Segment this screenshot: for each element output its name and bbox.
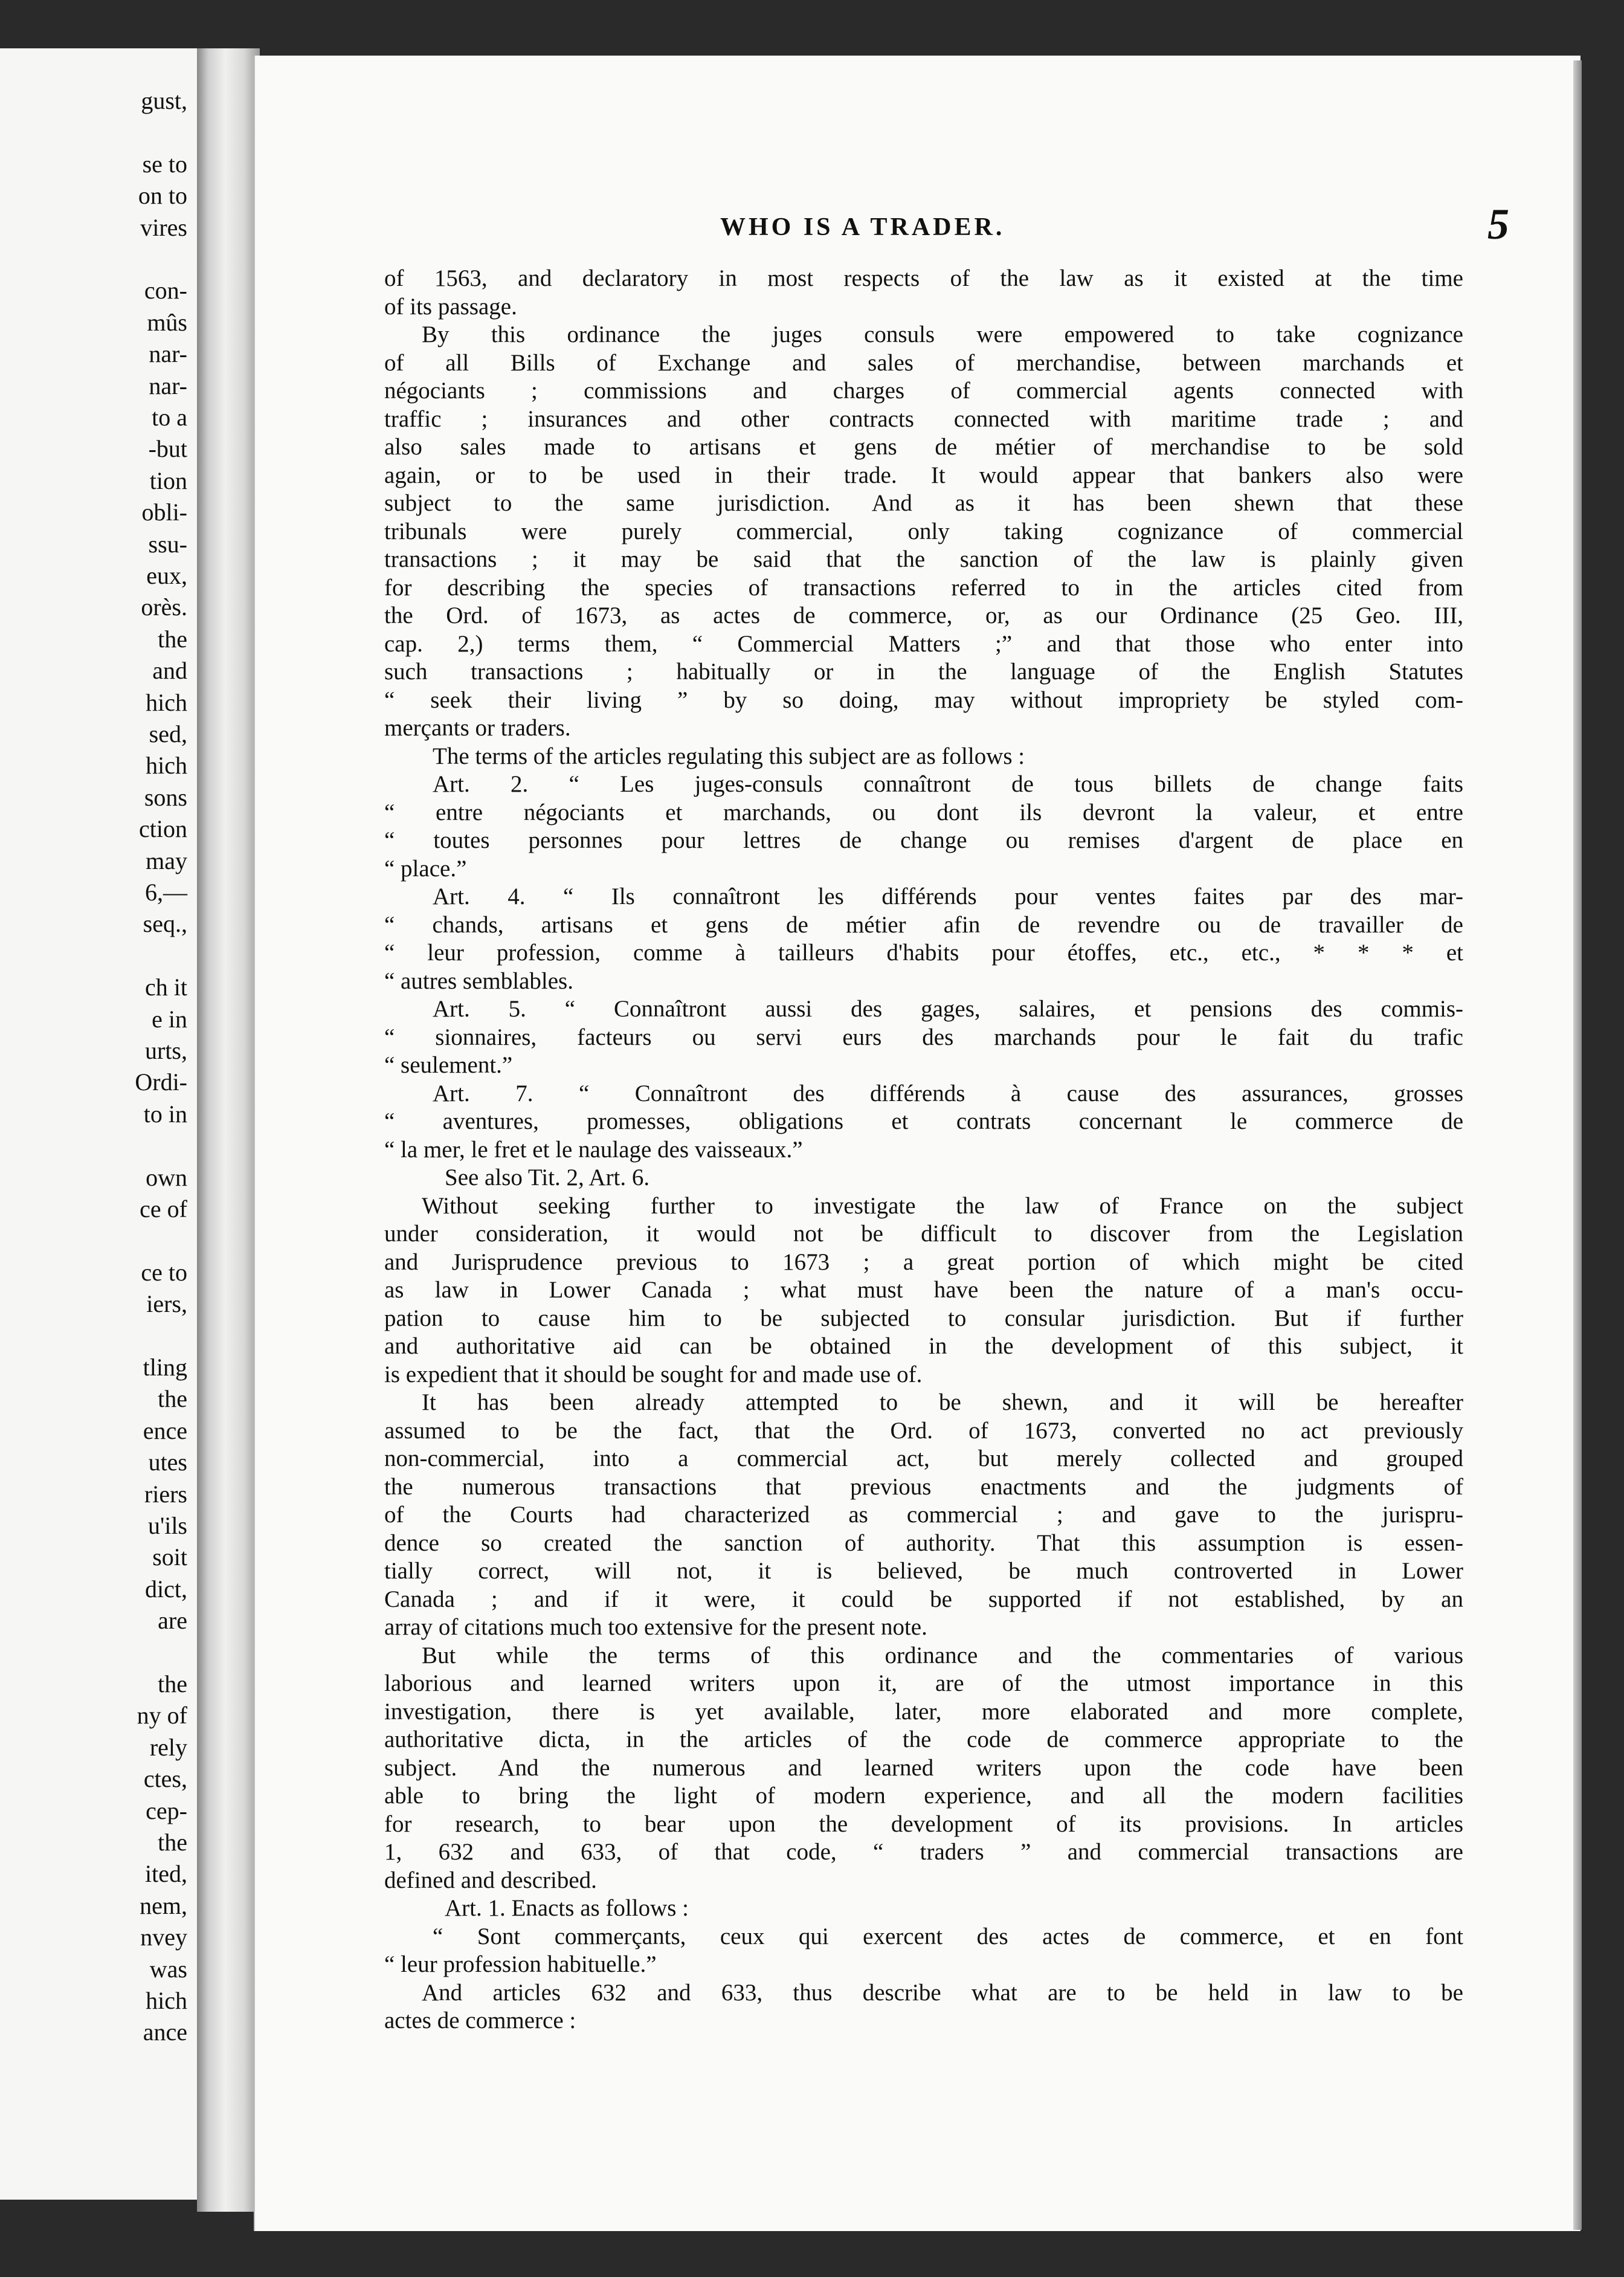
- facing-page-text-fragment: Ordi-: [135, 1068, 187, 1096]
- text-line: Art. 4. “ Ils connaîtront les différends pour ventes faites par des mar-: [433, 883, 1463, 909]
- facing-page-fragment: [0, 48, 197, 2200]
- text-line: See also Tit. 2, Art. 6.: [445, 1164, 650, 1190]
- text-line: of its passage.: [384, 293, 517, 320]
- facing-page-text-fragment: rely: [149, 1733, 187, 1761]
- text-line: “ aventures, promesses, obligations et contrats concernant le commerce de: [384, 1108, 1463, 1134]
- text-line: dence so created the sanction of authority. That this assumption is essen-: [384, 1529, 1463, 1556]
- text-line: actes de commerce :: [384, 2007, 576, 2033]
- text-line: able to bring the light of modern experience, and all the modern facilities: [384, 1783, 1463, 1809]
- facing-page-text-fragment: tion: [149, 467, 187, 494]
- text-line: “ toutes personnes pour lettres de change ou remises d'argent de place en: [384, 827, 1463, 853]
- text-line: Art. 5. “ Connaîtront aussi des gages, salaires, et pensions des commis-: [433, 996, 1463, 1022]
- body-text: [384, 265, 1463, 2035]
- text-line: subject to the same jurisdiction. And as it has been shewn that these: [384, 490, 1463, 516]
- facing-page-text-fragment: the: [158, 1829, 187, 1856]
- text-line: the Ord. of 1673, as actes de commerce, or, as our Ordinance (25 Geo. III,: [384, 602, 1463, 628]
- facing-page-text-fragment: cep-: [146, 1797, 187, 1824]
- facing-page-text-fragment: ited,: [145, 1860, 187, 1888]
- text-line: defined and described.: [384, 1867, 597, 1893]
- facing-page-text-fragment: ance: [143, 2018, 187, 2046]
- facing-page-text-fragment: nar-: [149, 372, 187, 399]
- facing-page-text-fragment: sons: [144, 783, 187, 811]
- facing-page-text-fragment: sed,: [149, 720, 187, 748]
- text-line: By this ordinance the juges consuls were empowered to take cognizance: [422, 321, 1463, 347]
- text-line: for research, to bear upon the development of its provisions. In articles: [384, 1810, 1463, 1837]
- text-line: Canada ; and if it were, it could be supported if not established, by an: [384, 1586, 1463, 1612]
- book-gutter: [197, 48, 260, 2212]
- text-line: the numerous transactions that previous enactments and the judgments of: [384, 1473, 1463, 1500]
- facing-page-text-fragment: nem,: [140, 1891, 187, 1919]
- facing-page-text-fragment: the: [158, 1670, 187, 1697]
- facing-page-text-fragment: ction: [139, 815, 187, 843]
- text-line: Art. 1. Enacts as follows :: [445, 1895, 689, 1921]
- text-line: also sales made to artisans et gens de métier of merchandise to be sold: [384, 434, 1463, 460]
- facing-page-text-fragment: hich: [146, 752, 187, 780]
- facing-page-text-fragment: seq.,: [143, 910, 187, 938]
- text-line: traffic ; insurances and other contracts connected with maritime trade ; and: [384, 405, 1463, 432]
- text-line: “ la mer, le fret et le naulage des vaisseaux.”: [384, 1136, 803, 1163]
- facing-page-text-fragment: soit: [152, 1543, 187, 1571]
- page-header: [255, 200, 1580, 255]
- facing-page-text-fragment: hich: [146, 688, 187, 716]
- text-line: “ seulement.”: [384, 1052, 513, 1078]
- facing-page-text-fragment: nar-: [149, 340, 187, 368]
- text-line: “ chands, artisans et gens de métier afin de revendre ou de travailler de: [384, 911, 1463, 938]
- facing-page-text-fragment: nvey: [140, 1923, 187, 1951]
- facing-page-text-fragment: se to: [142, 150, 187, 178]
- facing-page-text-fragment: ce to: [141, 1258, 187, 1286]
- text-line: for describing the species of transactions referred to in the articles cited from: [384, 574, 1463, 601]
- text-line: and authoritative aid can be obtained in the development of this subject, it: [384, 1333, 1463, 1359]
- text-line: “ entre négociants et marchands, ou dont ils devront la valeur, et entre: [384, 799, 1463, 825]
- text-line: 1, 632 and 633, of that code, “ traders ” and commercial transactions are: [384, 1839, 1463, 1865]
- text-line: of all Bills of Exchange and sales of merchandise, between marchands et: [384, 349, 1463, 376]
- facing-page-text-fragment: may: [146, 847, 187, 874]
- facing-page-text-fragment: 6,—: [145, 879, 187, 906]
- facing-page-text-fragment: the: [158, 1385, 187, 1413]
- facing-page-text-fragment: are: [158, 1607, 187, 1635]
- text-line: “ sionnaires, facteurs ou servi eurs des marchands pour le fait du trafic: [384, 1024, 1463, 1050]
- text-line: investigation, there is yet available, later, more elaborated and more complete,: [384, 1698, 1463, 1725]
- facing-page-text-fragment: the: [158, 625, 187, 653]
- facing-page-text-fragment: to in: [143, 1100, 187, 1128]
- facing-page-text-fragment: obli-: [141, 499, 187, 526]
- facing-page-text-fragment: -but: [148, 435, 187, 463]
- text-line: is expedient that it should be sought for and made use of.: [384, 1361, 923, 1387]
- text-line: Without seeking further to investigate the law of France on the subject: [422, 1192, 1463, 1219]
- facing-page-text-fragment: con-: [144, 277, 187, 305]
- text-line: Art. 2. “ Les juges-consuls connaîtront de tous billets de change faits: [433, 771, 1463, 797]
- facing-page-text-fragment: dict,: [145, 1575, 187, 1603]
- text-line: Art. 7. “ Connaîtront des différends à cause des assurances, grosses: [433, 1080, 1463, 1106]
- text-line: But while the terms of this ordinance and the commentaries of various: [422, 1642, 1463, 1668]
- text-line: “ autres semblables.: [384, 967, 573, 994]
- text-line: array of citations much too extensive for the present note.: [384, 1614, 927, 1640]
- text-line: It has been already attempted to be shewn, and it will be hereafter: [422, 1389, 1463, 1415]
- running-head: WHO IS A TRADER.: [720, 213, 1005, 241]
- text-line: subject. And the numerous and learned writers upon the code have been: [384, 1754, 1463, 1781]
- facing-page-text-fragment: eux,: [146, 562, 187, 589]
- facing-page-text-fragment: riers: [144, 1480, 187, 1508]
- text-line: authoritative dicta, in the articles of the code de commerce appropriate to the: [384, 1726, 1463, 1752]
- facing-page-text-fragment: on to: [138, 182, 187, 210]
- text-line: of the Courts had characterized as commercial ; and gave to the jurispru-: [384, 1502, 1463, 1528]
- facing-page-text-fragment: ctes,: [143, 1765, 187, 1793]
- facing-page-text-fragment: mûs: [147, 308, 187, 336]
- text-line: laborious and learned writers upon it, are of the utmost importance in this: [384, 1670, 1463, 1696]
- facing-page-text-fragment: utes: [148, 1449, 187, 1476]
- text-line: “ seek their living ” by so doing, may without impropriety be styled com-: [384, 686, 1463, 713]
- text-line: as law in Lower Canada ; what must have been the nature of a man's occu-: [384, 1277, 1463, 1303]
- facing-page-text-fragment: ssu-: [148, 530, 187, 558]
- facing-page-text-fragment: own: [146, 1163, 187, 1191]
- text-line: of 1563, and declaratory in most respects of the law as it existed at the time: [384, 265, 1463, 291]
- facing-page-text-fragment: ch it: [145, 974, 187, 1001]
- facing-page-text-fragment: urts,: [145, 1037, 187, 1064]
- text-line: pation to cause him to be subjected to consular jurisdiction. But if further: [384, 1305, 1463, 1331]
- facing-page-text-fragment: was: [149, 1955, 187, 1983]
- text-line: “ leur profession habituelle.”: [384, 1951, 657, 1977]
- facing-page-text-fragment: and: [152, 657, 187, 685]
- facing-page-text-fragment: gust,: [141, 87, 187, 114]
- facing-page-text-fragment: vires: [140, 213, 187, 241]
- text-line: non-commercial, into a commercial act, but merely collected and grouped: [384, 1445, 1463, 1471]
- page-edge: [1573, 60, 1582, 2230]
- text-line: négociants ; commissions and charges of commercial agents connected with: [384, 378, 1463, 404]
- facing-page-text-fragment: ence: [143, 1416, 187, 1444]
- facing-page-text-fragment: hich: [146, 1987, 187, 2014]
- text-line: “ place.”: [384, 855, 467, 882]
- text-line: tially correct, will not, it is believed, be much controverted in Lower: [384, 1558, 1463, 1584]
- text-line: again, or to be used in their trade. It would appear that bankers also were: [384, 462, 1463, 488]
- text-line: merçants or traders.: [384, 715, 571, 741]
- text-line: The terms of the articles regulating this subject are as follows :: [433, 743, 1025, 769]
- facing-page-text-fragment: e in: [152, 1005, 187, 1033]
- facing-page-text-fragment: iers,: [146, 1290, 187, 1318]
- facing-page-text-fragment: ny of: [137, 1702, 187, 1730]
- text-line: tribunals were purely commercial, only taking cognizance of commercial: [384, 518, 1463, 544]
- text-line: such transactions ; habitually or in the language of the English Statutes: [384, 659, 1463, 685]
- facing-page-text-fragment: ce of: [140, 1195, 187, 1222]
- text-line: “ Sont commerçants, ceux qui exercent des actes de commerce, et en font: [433, 1923, 1463, 1949]
- text-line: And articles 632 and 633, thus describe what are to be held in law to be: [422, 1979, 1463, 2006]
- text-line: transactions ; it may be said that the sanction of the law is plainly given: [384, 546, 1463, 572]
- text-line: assumed to be the fact, that the Ord. of 1673, converted no act previously: [384, 1417, 1463, 1444]
- facing-page-text-fragment: tling: [143, 1354, 187, 1381]
- facing-page-text-fragment: orès.: [141, 593, 187, 621]
- text-line: under consideration, it would not be difficult to discover from the Legislation: [384, 1221, 1463, 1247]
- page-number: 5: [1487, 200, 1509, 248]
- text-line: “ leur profession, comme à tailleurs d'habits pour étoffes, etc., etc., * * * et: [384, 940, 1463, 966]
- facing-page-text-fragment: u'ils: [148, 1512, 187, 1539]
- text-line: cap. 2,) terms them, “ Commercial Matters ;” and that those who enter into: [384, 630, 1463, 657]
- text-line: and Jurisprudence previous to 1673 ; a great portion of which might be cited: [384, 1248, 1463, 1275]
- book-page: [254, 56, 1580, 2231]
- facing-page-text-fragment: to a: [152, 404, 187, 431]
